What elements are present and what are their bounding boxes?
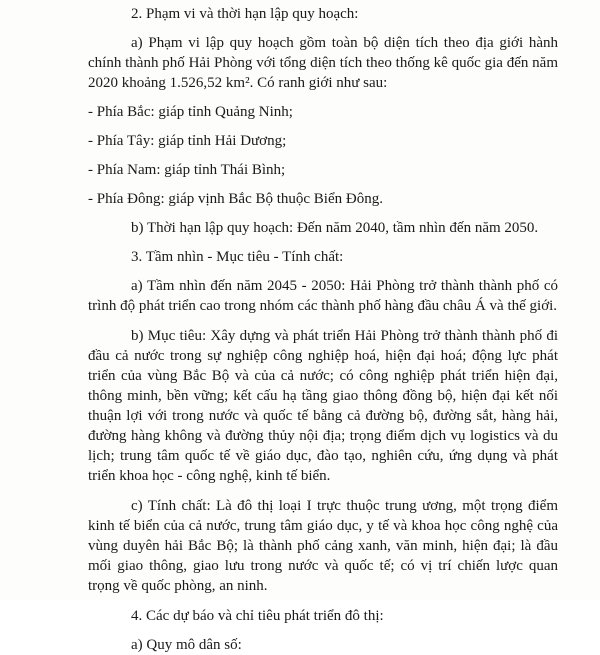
section-3-paragraph-b: b) Mục tiêu: Xây dựng và phát triển Hải Phòng trở thành thành phố đi đầu cả nước trong sự nghiệp công nghiệp hoá, hiện đại hoá; động lực phát triển của vùng Bắc Bộ và của cả nước; có công nghiệp phát triển hiện đại, thông minh, bền vững; kết cấu hạ tầng giao thông đồng bộ, hiện đại kết nối thuận lợi với trong nước và quốc tế bằng cả đường bộ, đường sắt, hàng hải, đường hàng không và đường thủy nội địa; trọng điểm dịch vụ logistics và du lịch; trung tâm quốc tế về giáo dục, đào tạo, nghiên cứu, ứng dụng và phát triển khoa học - công nghệ, kinh tế biển. (88, 328, 558, 484)
section-3-paragraph-c: c) Tính chất: Là đô thị loại I trực thuộc trung ương, một trọng điểm kinh tế biển của cả nước, trung tâm giáo dục, y tế và khoa học công nghệ của vùng duyên hải Bắc Bộ; là thành phố cảng xanh, văn minh, hiện đại; là đầu mối giao thông, giao lưu trong nước và quốc tế; có vị trí chiến lược quan trọng về quốc phòng, an ninh. (88, 498, 558, 594)
section-2-paragraph-a-text: a) Phạm vi lập quy hoạch gồm toàn bộ diện tích theo địa giới hành chính thành phố Hải Phòng với tổng diện tích theo thống kê quốc gia đến năm 2020 khoảng 1.526,52 km². (88, 35, 558, 91)
border-north: - Phía Bắc: giáp tỉnh Quảng Ninh; (88, 104, 293, 120)
border-east: - Phía Đông: giáp vịnh Bắc Bộ thuộc Biển Đông. (88, 191, 383, 207)
section-2-heading: 2. Phạm vi và thời hạn lập quy hoạch: (131, 6, 359, 22)
border-south: - Phía Nam: giáp tỉnh Thái Bình; (88, 162, 286, 178)
document-body (88, 4, 558, 655)
section-2-paragraph-b: b) Thời hạn lập quy hoạch: Đến năm 2040, tầm nhìn đến năm 2050. (131, 220, 539, 236)
section-4-heading: 4. Các dự báo và chỉ tiêu phát triển đô thị: (131, 608, 384, 624)
border-west: - Phía Tây: giáp tỉnh Hải Dương; (88, 133, 287, 149)
section-3-paragraph-a: a) Tầm nhìn đến năm 2045 - 2050: Hải Phòng trở thành thành phố có trình độ phát triển cao trong nhóm các thành phố hàng đầu châu Á và thế giới. (88, 278, 558, 314)
section-4-paragraph-a-cut: a) Quy mô dân số: (131, 637, 242, 653)
section-2-paragraph-a-tail: Có ranh giới như sau: (253, 75, 388, 91)
section-2-paragraph-a (88, 33, 558, 93)
section-3-heading: 3. Tầm nhìn - Mục tiêu - Tính chất: (131, 249, 344, 265)
